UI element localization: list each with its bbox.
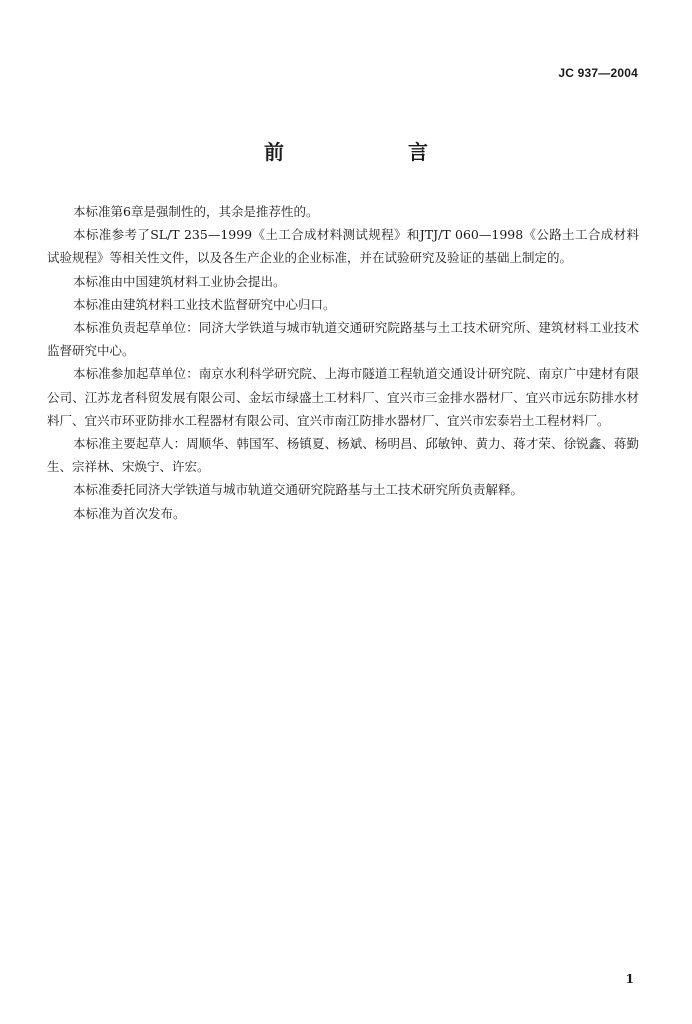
page-number: 1 <box>625 972 634 986</box>
paragraph-proposed-by: 本标准由中国建筑材料工业协会提出。 <box>73 273 286 289</box>
paragraph-participating-drafters: 本标准参加起草单位：南京水利科学研究院、上海市隧道工程轨道交通设计研究院、南京广中建材有限公司、江苏龙者科贸发展有限公司、金坛市绿盛土工材料厂、宜兴市三金排水器材厂、宜兴市远东防排水材料厂、宜兴市环亚防排水工程器材有限公司、宜兴市南江防排水器材厂、宜兴市宏泰岩土工程材料厂。 <box>47 366 639 428</box>
paragraph-responsible-drafters: 本标准负责起草单位：同济大学铁道与城市轨道交通研究院路基与土工技术研究所、建筑材料工业技术监督研究中心。 <box>47 320 639 359</box>
page-title: 前 言 <box>264 140 456 164</box>
paragraph-centralized-by: 本标准由建筑材料工业技术监督研究中心归口。 <box>73 296 336 312</box>
foreword-body <box>47 200 639 525</box>
paragraph-references: 本标准参考了SL/T 235—1999《土工合成材料测试规程》和JTJ/T 060—1998《公路土工合成材料试验规程》等相关性文件，以及各生产企业的企业标准，并在试验研究及验证的基础上制定的。 <box>47 227 639 266</box>
paragraph-mandatory-clause: 本标准第6章是强制性的，其余是推荐性的。 <box>73 204 319 219</box>
paragraph-first-release: 本标准为首次发布。 <box>73 505 186 521</box>
paragraph-main-drafters: 本标准主要起草人：周顺华、韩国军、杨镇夏、杨斌、杨明昌、邱敏钟、黄力、蒋才荣、徐锐鑫、蒋勤生、宗祥林、宋焕宁、许宏。 <box>47 436 639 475</box>
paragraph-interpretation: 本标准委托同济大学铁道与城市轨道交通研究院路基与土工技术研究所负责解释。 <box>73 482 524 498</box>
standard-code: JC 937—2004 <box>558 66 638 80</box>
